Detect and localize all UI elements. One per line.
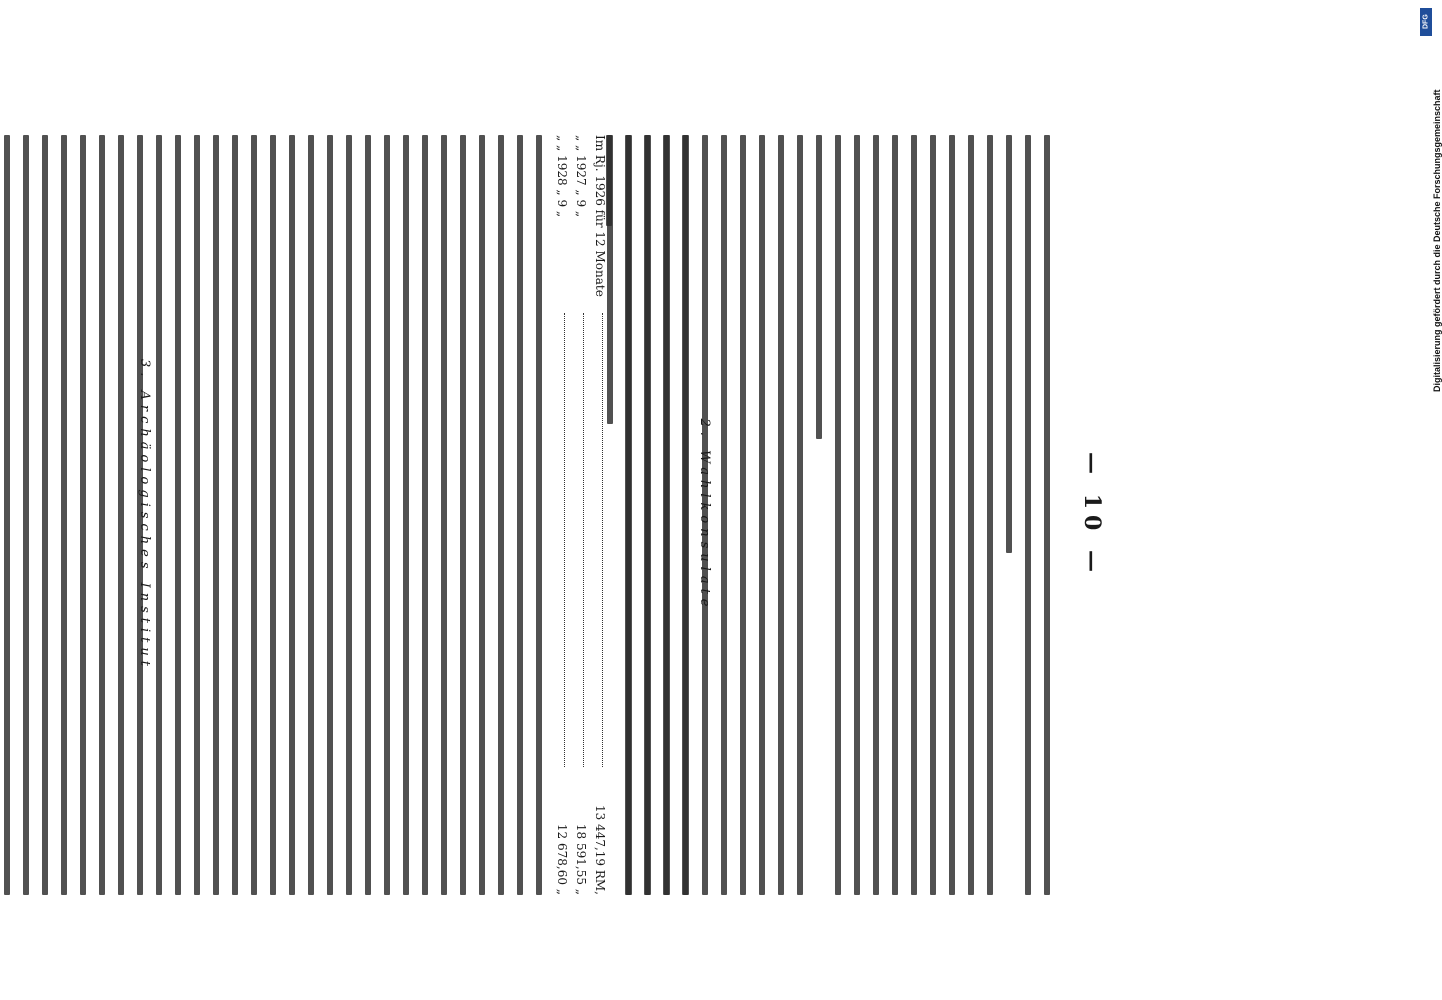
amount-label: Im Rj. 1926 für 12 Monate xyxy=(593,135,608,297)
amount-value: 18 591,55 „ xyxy=(574,823,589,895)
dfg-funding-text: Digitalisierung gefördert durch die Deutsche Forschungsgemeinschaft xyxy=(1432,89,1442,392)
dfg-funding-note xyxy=(1418,8,1442,608)
amount-value: 12 678,60 „ xyxy=(555,823,570,895)
amount-row xyxy=(591,135,610,895)
amount-row xyxy=(572,135,591,895)
paragraph-block-3 xyxy=(0,135,542,895)
dfg-logo: DFG xyxy=(1420,8,1432,36)
scanned-page xyxy=(130,135,1300,895)
amount-row xyxy=(553,135,572,895)
amount-label: „ „ 1928 „ 9 „ xyxy=(555,135,570,218)
section-heading-archaeologisch: 3. Archäologisches Institut xyxy=(137,358,152,672)
amount-label: „ „ 1927 „ 9 „ xyxy=(574,135,589,218)
amount-table xyxy=(553,135,610,895)
section-heading-wahlkonsulate: 2. Wahlkonsulate xyxy=(697,418,712,612)
amount-value: 13 447,19 RM, xyxy=(593,804,608,895)
page-number: — 10 — xyxy=(1079,452,1105,578)
